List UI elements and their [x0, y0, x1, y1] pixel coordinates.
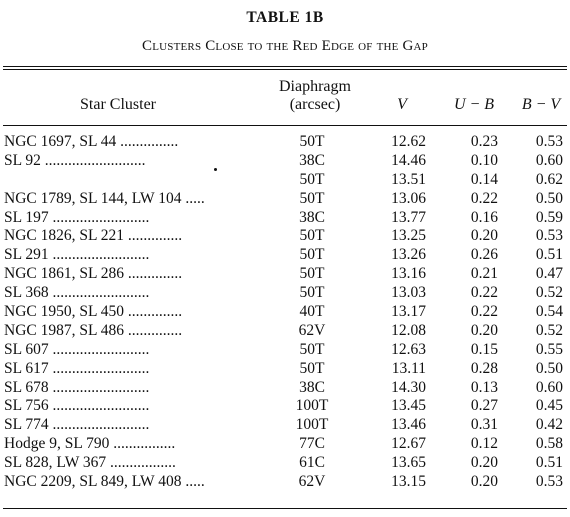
table-row [0, 360, 570, 379]
cluster-name: SL 774 ......................... [4, 416, 150, 434]
diaphragm-value: 77C [299, 435, 325, 453]
cluster-name: SL 756 ......................... [4, 397, 150, 415]
v-magnitude: 12.63 [391, 340, 426, 358]
header-u-b: U − B [453, 96, 495, 113]
v-magnitude: 13.06 [391, 189, 426, 207]
table-row [0, 454, 570, 473]
b-v-color: 0.58 [535, 435, 563, 453]
v-magnitude: 13.45 [391, 397, 426, 415]
u-b-color: 0.10 [470, 151, 498, 169]
u-b-color: 0.14 [470, 170, 498, 188]
table-row [0, 152, 570, 171]
diaphragm-value: 38C [299, 378, 325, 396]
diaphragm-value: 50T [299, 340, 325, 358]
v-magnitude: 13.11 [391, 359, 426, 377]
cluster-name: NGC 2209, SL 849, LW 408 ..... [4, 473, 205, 491]
u-b-color: 0.20 [470, 473, 498, 491]
b-v-color: 0.60 [535, 151, 563, 169]
u-b-color: 0.13 [470, 378, 498, 396]
b-v-color: 0.53 [535, 473, 563, 491]
cluster-name: NGC 1987, SL 486 .............. [4, 321, 183, 339]
top-rule [3, 66, 567, 67]
table-row [0, 303, 570, 322]
cluster-name: SL 828, LW 367 ................. [4, 454, 176, 472]
cluster-name: NGC 1861, SL 286 .............. [4, 265, 183, 283]
table-row [0, 397, 570, 416]
b-v-color: 0.60 [535, 378, 563, 396]
header-diaphragm: Diaphragm [279, 78, 351, 95]
u-b-color: 0.31 [470, 416, 498, 434]
u-b-color: 0.15 [470, 340, 498, 358]
table-row [0, 473, 570, 492]
u-b-color: 0.22 [470, 303, 498, 321]
v-magnitude: 13.46 [391, 416, 426, 434]
v-magnitude: 13.15 [391, 473, 426, 491]
u-b-color: 0.23 [470, 133, 498, 150]
b-v-color: 0.47 [535, 265, 563, 283]
table-row [0, 190, 570, 209]
b-v-color: 0.42 [535, 416, 563, 434]
u-b-color: 0.21 [470, 265, 498, 283]
table-row [0, 209, 570, 228]
b-v-color: 0.51 [535, 454, 563, 472]
b-v-color: 0.54 [535, 303, 563, 321]
diaphragm-value: 50T [299, 189, 325, 207]
bottom-rule [3, 508, 567, 509]
u-b-color: 0.22 [470, 189, 498, 207]
b-v-color: 0.59 [535, 208, 563, 226]
v-magnitude: 13.65 [391, 454, 426, 472]
diaphragm-value: 38C [299, 151, 325, 169]
diaphragm-value: 50T [299, 170, 325, 188]
table-row [0, 379, 570, 398]
table-row [0, 416, 570, 435]
table-subtitle: Clusters Close to the Red Edge of the Gap [141, 38, 428, 54]
diaphragm-value: 50T [299, 265, 325, 283]
v-magnitude: 12.67 [391, 435, 426, 453]
diaphragm-value: 50T [299, 133, 325, 150]
diaphragm-value: 50T [299, 246, 325, 264]
table-row [0, 246, 570, 265]
diaphragm-value: 62V [298, 473, 326, 491]
u-b-color: 0.20 [470, 454, 498, 472]
u-b-color: 0.28 [470, 359, 498, 377]
cluster-name: SL 92 .......................... [4, 151, 146, 169]
header-b-v: B − V [521, 96, 561, 113]
diaphragm-value: 40T [299, 303, 325, 321]
b-v-color: 0.50 [535, 189, 563, 207]
v-magnitude: 13.17 [391, 303, 426, 321]
table-row [0, 227, 570, 246]
top-rule-double [3, 69, 567, 70]
cluster-name: SL 607 ......................... [4, 340, 150, 358]
diaphragm-value: 61C [299, 454, 325, 472]
cluster-name: NGC 1826, SL 221 .............. [4, 227, 183, 245]
table-body [0, 133, 570, 492]
diaphragm-value: 100T [295, 397, 329, 415]
u-b-color: 0.22 [470, 284, 498, 302]
v-magnitude: 14.30 [391, 378, 426, 396]
v-magnitude: 12.62 [391, 133, 426, 150]
b-v-color: 0.52 [535, 284, 563, 302]
b-v-color: 0.55 [535, 340, 563, 358]
diaphragm-value: 100T [295, 416, 329, 434]
b-v-color: 0.52 [535, 321, 563, 339]
table-row [0, 265, 570, 284]
diaphragm-value: 50T [299, 359, 325, 377]
cluster-name: NGC 1950, SL 450 .............. [4, 303, 183, 321]
b-v-color: 0.62 [535, 170, 563, 188]
diaphragm-value: 50T [299, 227, 325, 245]
cluster-name: SL 678 ......................... [4, 378, 150, 396]
cluster-name: NGC 1789, SL 144, LW 104 ..... [4, 189, 205, 207]
u-b-color: 0.16 [470, 208, 498, 226]
v-magnitude: 13.26 [391, 246, 426, 264]
b-v-color: 0.53 [535, 133, 563, 150]
u-b-color: 0.12 [470, 435, 498, 453]
cluster-name: NGC 1697, SL 44 ............... [4, 133, 179, 150]
diaphragm-value: 50T [299, 284, 325, 302]
v-magnitude: 13.51 [391, 170, 426, 188]
v-magnitude: 14.46 [391, 151, 426, 169]
u-b-color: 0.20 [470, 321, 498, 339]
u-b-color: 0.26 [470, 246, 498, 264]
table-row [0, 322, 570, 341]
header-rule [3, 125, 567, 126]
diaphragm-value: 38C [299, 208, 325, 226]
v-magnitude: 13.03 [391, 284, 426, 302]
table-row [0, 341, 570, 360]
b-v-color: 0.51 [535, 246, 563, 264]
v-magnitude: 13.77 [391, 208, 426, 226]
table-row [0, 435, 570, 454]
b-v-color: 0.50 [535, 359, 563, 377]
cluster-name: Hodge 9, SL 790 ................ [4, 435, 176, 453]
table-row [0, 133, 570, 152]
v-magnitude: 12.08 [391, 321, 426, 339]
table-title: TABLE 1B [246, 9, 324, 26]
cluster-name: SL 368 ......................... [4, 284, 150, 302]
table-row [0, 171, 570, 190]
cluster-name: SL 291 ......................... [4, 246, 150, 264]
v-magnitude: 13.25 [391, 227, 426, 245]
b-v-color: 0.53 [535, 227, 563, 245]
cluster-name: SL 197 ......................... [4, 208, 150, 226]
header-star-cluster: Star Cluster [80, 96, 156, 113]
diaphragm-value: 62V [298, 321, 326, 339]
v-magnitude: 13.16 [391, 265, 426, 283]
b-v-color: 0.45 [535, 397, 563, 415]
u-b-color: 0.27 [470, 397, 498, 415]
cluster-name: SL 617 ......................... [4, 359, 150, 377]
u-b-color: 0.20 [470, 227, 498, 245]
header-v: V [397, 96, 407, 113]
table-row [0, 284, 570, 303]
header-diaphragm-unit: (arcsec) [289, 96, 341, 113]
